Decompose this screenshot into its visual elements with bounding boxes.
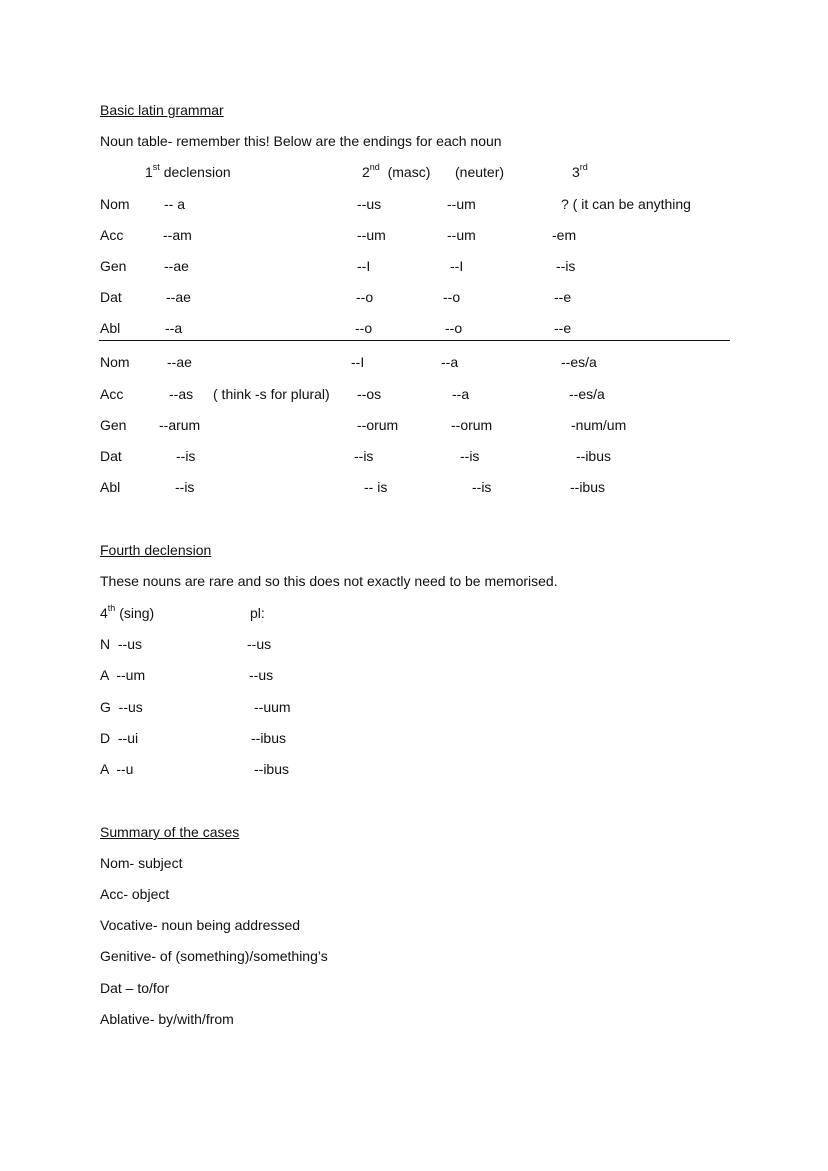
singular-plural-divider [99,340,730,341]
table-cell-third: -em [552,227,577,243]
table-cell-third: --e [554,289,572,305]
list-item: G --us [100,699,143,715]
page-title: Basic latin grammar [100,102,224,118]
table-row-case: Abl [100,479,121,495]
table-cell-third: --ibus [570,479,606,495]
table-cell-masc: --o [355,320,373,336]
table-cell-first: --ae [166,289,191,305]
list-item: --ibus [254,761,290,777]
list-item: Genitive- of (something)/something’s [100,948,328,964]
list-item: --ibus [251,730,287,746]
table-cell-neut: --orum [451,417,493,433]
table-cell-first: --a [165,320,183,336]
table-cell-note: ( think -s for plural) [213,386,330,402]
table-row-case: Nom [100,354,130,370]
table-row-case: Dat [100,289,122,305]
table-cell-first: --arum [159,417,201,433]
table-cell-third: --es/a [569,386,605,402]
table-cell-neut: --I [450,258,464,274]
table-cell-neut: --is [460,448,480,464]
table-cell-first: -- a [164,196,185,212]
header-second-masc: 2nd (masc) [362,162,431,180]
table-cell-neut: --a [452,386,470,402]
list-item: Acc- object [100,886,170,902]
table-row-case: Dat [100,448,122,464]
fourth-declension-heading: Fourth declension [100,542,212,558]
list-item: A --um [100,667,146,683]
table-cell-third: ? ( it can be anything [561,196,691,212]
table-cell-masc: --orum [357,417,399,433]
list-item: --us [249,667,274,683]
table-cell-masc: --um [357,227,386,243]
table-cell-third: --es/a [561,354,597,370]
list-item: --uum [254,699,291,715]
table-cell-neut: --um [447,196,476,212]
list-item: N --us [100,636,142,652]
fourth-sing-header: 4th (sing) [100,603,155,621]
table-row-case: Acc [100,386,124,402]
table-row-case: Abl [100,320,121,336]
table-cell-third: -num/um [571,417,627,433]
table-cell-neut: --o [445,320,463,336]
table-cell-third: --is [556,258,576,274]
table-row-case: Acc [100,227,124,243]
table-cell-masc: --I [351,354,365,370]
table-cell-masc: --us [357,196,382,212]
header-first-declension: 1st declension [145,162,231,180]
table-cell-neut: --o [443,289,461,305]
table-cell-masc: --os [357,386,382,402]
table-cell-first: --as [169,386,194,402]
summary-heading: Summary of the cases [100,824,240,840]
table-cell-first: --is [176,448,196,464]
table-row-case: Gen [100,417,127,433]
table-cell-first: --ae [164,258,189,274]
list-item: A --u [100,761,134,777]
list-item: Ablative- by/with/from [100,1011,234,1027]
intro-text: Noun table- remember this! Below are the endings for each noun [100,133,502,149]
header-neuter: (neuter) [455,164,505,180]
fourth-pl-header: pl: [250,605,265,621]
table-row-case: Gen [100,258,127,274]
table-cell-masc: --o [356,289,374,305]
list-item: Nom- subject [100,855,183,871]
list-item: D --ui [100,730,139,746]
table-cell-first: --ae [167,354,192,370]
table-cell-neut: --a [441,354,459,370]
table-row-case: Nom [100,196,130,212]
list-item: Dat – to/for [100,980,170,996]
table-cell-third: --ibus [576,448,612,464]
table-cell-masc: --is [354,448,374,464]
table-cell-masc: -- is [364,479,388,495]
list-item: Vocative- noun being addressed [100,917,301,933]
table-cell-neut: --is [472,479,492,495]
fourth-declension-description: These nouns are rare and so this does not exactly need to be memorised. [100,573,558,589]
table-cell-first: --is [175,479,195,495]
table-cell-masc: --I [357,258,371,274]
table-cell-first: --am [163,227,192,243]
list-item: --us [247,636,272,652]
table-cell-third: --e [554,320,572,336]
table-cell-neut: --um [447,227,476,243]
header-third: 3rd [572,162,588,180]
